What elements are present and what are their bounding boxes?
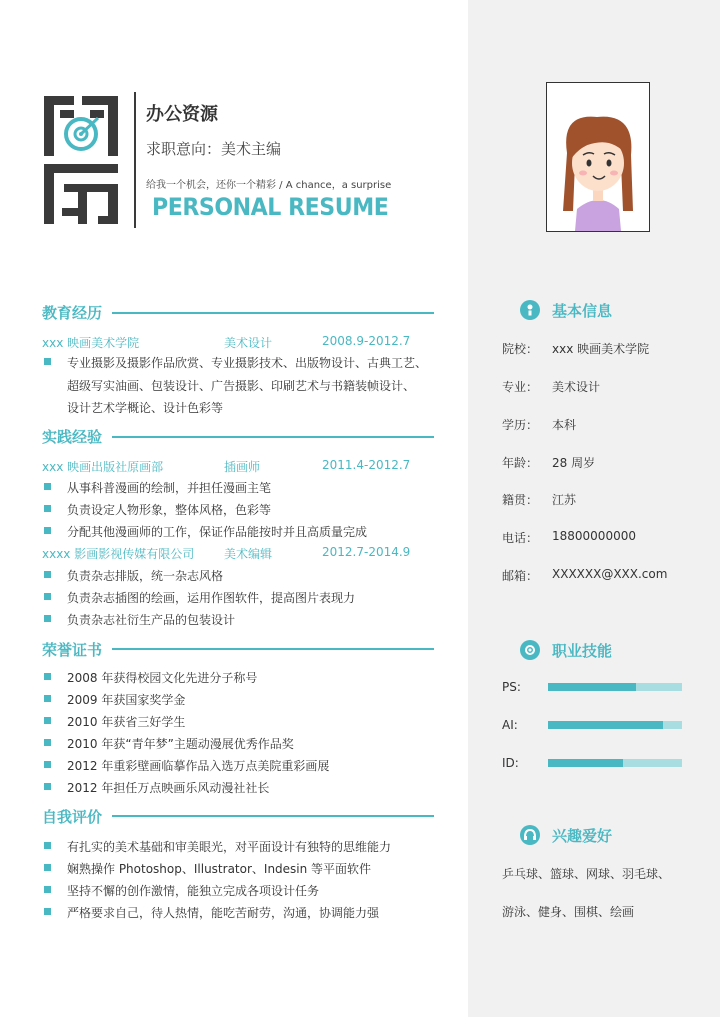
skill-label: PS:: [502, 680, 521, 694]
bullet-icon: [44, 571, 51, 578]
gear-icon: [520, 640, 540, 660]
honor-item: 2012 年担任万点映画乐风动漫社社长: [67, 781, 270, 795]
person-icon: [520, 300, 540, 320]
school: xxx 映画美术学院: [42, 336, 140, 350]
bullet-icon: [44, 615, 51, 622]
bullet-icon: [44, 505, 51, 512]
bullet-icon: [44, 761, 51, 768]
skill-label: ID:: [502, 756, 519, 770]
period: 2011.4-2012.7: [322, 458, 411, 472]
info-value: 本科: [552, 418, 577, 432]
company: xxxx 影画影视传媒有限公司: [42, 547, 195, 561]
bullet-icon: [44, 527, 51, 534]
bullet-icon: [44, 483, 51, 490]
info-value: 江苏: [552, 493, 577, 507]
hobby-line: 游泳、健身、围棋、绘画: [502, 905, 635, 919]
motto: 给我一个机会，还你一个精彩 / A chance，a surprise: [146, 180, 392, 191]
basic-info-title: 基本信息: [552, 302, 613, 320]
header-divider: [134, 92, 136, 228]
bullet-icon: [44, 358, 51, 365]
honor-item: 2008 年获得校园文化先进分子称号: [67, 671, 258, 685]
skill-bar-fill: [548, 759, 623, 767]
job-intent: 求职意向：美术主编: [146, 140, 282, 158]
self-eval-item: 娴熟操作 Photoshop、Illustrator、Indesin 等平面软件: [67, 862, 372, 876]
info-label: 院校：: [502, 342, 539, 356]
skill-bar: [548, 721, 682, 729]
practice-divider: [112, 436, 434, 438]
job-item: 分配其他漫画师的工作，保证作品能按时并且高质量完成: [67, 525, 368, 539]
skill-bar: [548, 759, 682, 767]
bullet-icon: [44, 673, 51, 680]
resume-logo-icon: [42, 92, 122, 228]
bullet-icon: [44, 864, 51, 871]
hobby-line: 乒乓球、篮球、网球、羽毛球、: [502, 867, 671, 881]
job-item: 从事科普漫画的绘制，并担任漫画主笔: [67, 481, 272, 495]
education-title: 教育经历: [42, 304, 103, 322]
honor-item: 2012 年重彩壁画临摹作品入选万点美院重彩画展: [67, 759, 330, 773]
role: 插画师: [224, 460, 261, 474]
info-label: 专业：: [502, 380, 539, 394]
practice-title: 实践经验: [42, 428, 103, 446]
bullet-icon: [44, 717, 51, 724]
info-value: 美术设计: [552, 380, 601, 394]
education-line: 设计艺术学概论、设计色彩等: [67, 401, 224, 415]
education-divider: [112, 312, 434, 314]
bullet-icon: [44, 842, 51, 849]
bullet-icon: [44, 886, 51, 893]
skill-label: AI:: [502, 718, 518, 732]
job-item: 负责设定人物形象，整体风格，色彩等: [67, 503, 272, 517]
major: 美术设计: [224, 336, 273, 350]
job-item: 负责杂志插图的绘画，运用作图软件，提高图片表现力: [67, 591, 356, 605]
bullet-icon: [44, 908, 51, 915]
skill-bar-fill: [548, 683, 636, 691]
info-label: 邮箱：: [502, 569, 539, 583]
honor-item: 2009 年获国家奖学金: [67, 693, 186, 707]
job-row: [42, 458, 442, 474]
bullet-icon: [44, 695, 51, 702]
role: 美术编辑: [224, 547, 273, 561]
skills-title: 职业技能: [552, 642, 613, 660]
headphones-icon: [520, 825, 540, 845]
avatar-illustration: [547, 83, 649, 231]
resume-title: PERSONAL RESUME: [152, 193, 389, 221]
info-value: 18800000000: [552, 529, 636, 543]
self-eval-divider: [112, 815, 434, 817]
info-label: 电话：: [502, 531, 539, 545]
skill-bar: [548, 683, 682, 691]
period: 2008.9-2012.7: [322, 334, 411, 348]
applicant-name: 办公资源: [146, 104, 218, 125]
skill-bar-fill: [548, 721, 663, 729]
info-value: 28 周岁: [552, 456, 596, 470]
bullet-icon: [44, 783, 51, 790]
education-line: 超级写实油画、包装设计、广告摄影、印刷艺术与书籍装帧设计、: [67, 379, 416, 393]
period: 2012.7-2014.9: [322, 545, 411, 559]
self-eval-item: 有扎实的美术基础和审美眼光，对平面设计有独特的思维能力: [67, 840, 392, 854]
info-label: 年龄：: [502, 456, 539, 470]
hobbies-title: 兴趣爱好: [552, 827, 613, 845]
info-value: XXXXXX@XXX.com: [552, 567, 668, 581]
info-value: xxx 映画美术学院: [552, 342, 650, 356]
self-eval-title: 自我评价: [42, 808, 103, 826]
honors-title: 荣誉证书: [42, 641, 103, 659]
education-row: [42, 334, 442, 350]
self-eval-item: 严格要求自己，待人热情，能吃苦耐劳，沟通，协调能力强: [67, 906, 380, 920]
bullet-icon: [44, 593, 51, 600]
info-label: 籍贯：: [502, 493, 539, 507]
honors-divider: [112, 648, 434, 650]
info-label: 学历：: [502, 418, 539, 432]
education-line: 专业摄影及摄影作品欣赏、专业摄影技术、出版物设计、古典工艺、: [67, 356, 428, 370]
honor-item: 2010 年获省三好学生: [67, 715, 186, 729]
job-row: [42, 545, 442, 561]
honor-item: 2010 年获“青年梦”主题动漫展优秀作品奖: [67, 737, 294, 751]
job-item: 负责杂志社衍生产品的包装设计: [67, 613, 236, 627]
company: xxx 映画出版社原画部: [42, 460, 164, 474]
self-eval-item: 坚持不懈的创作激情，能独立完成各项设计任务: [67, 884, 320, 898]
profile-photo: [546, 82, 650, 232]
bullet-icon: [44, 739, 51, 746]
job-item: 负责杂志排版，统一杂志风格: [67, 569, 224, 583]
